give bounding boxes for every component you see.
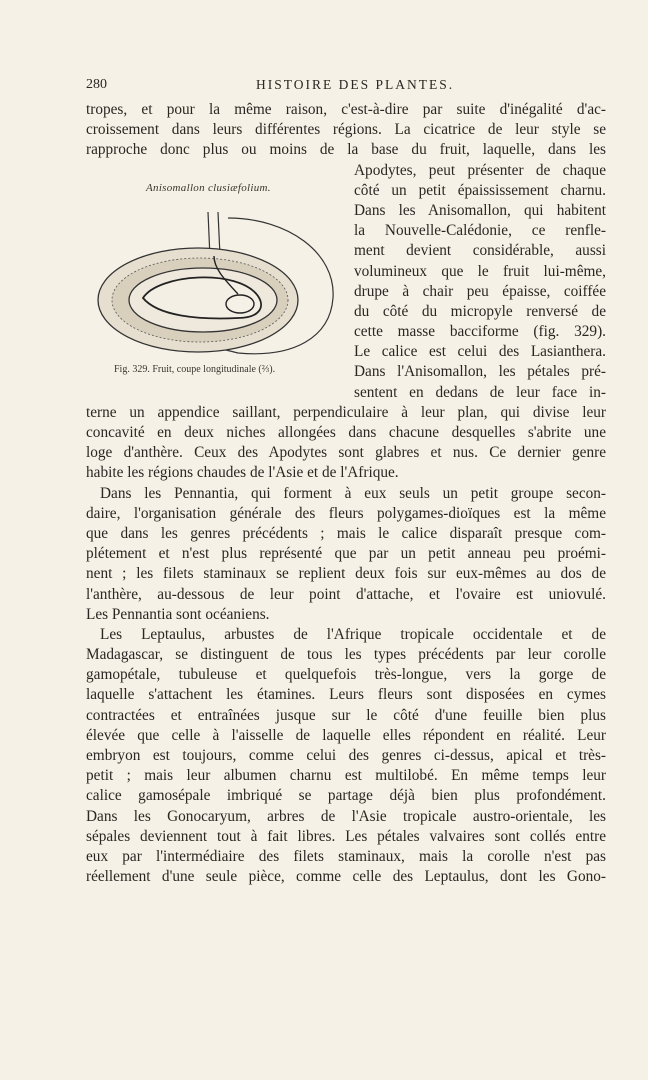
- figure-caption: Fig. 329. Fruit, coupe longitudinale (⅔).: [114, 364, 276, 375]
- text-line: terne un appendice saillant, perpendiculaire à leur plan, qui divise leur: [86, 403, 606, 421]
- text-line: sépales deviennent tout à fait libres. Les pétales valvaires sont collés entre: [86, 827, 606, 845]
- text-line: plétement et n'est plus représenté que par un petit anneau peu proémi-: [86, 545, 606, 563]
- text-line: Les Leptaulus, arbustes de l'Afrique tropicale occidentale et de: [100, 625, 606, 643]
- text-line: gamopétale, tubuleuse et quelquefois très-longue, vers la gorge de: [86, 666, 606, 684]
- running-head: HISTOIRE DES PLANTES.: [256, 77, 455, 92]
- text-line: rapproche donc plus ou moins de la base du fruit, laquelle, dans les: [86, 141, 606, 159]
- text-line: nent ; les filets staminaux se replient deux fois sur eux-mêmes au dos de: [86, 565, 606, 583]
- text-line: Dans les Gonocaryum, arbres de l'Asie tropicale austro-orientale, les: [86, 807, 606, 825]
- text-line: que dans les genres précédents ; mais le calice disparaît presque com-: [86, 524, 606, 542]
- text-line: croissement dans leurs différentes régions. La cicatrice de leur style se: [86, 121, 606, 139]
- text-line: la Nouvelle-Calédonie, ce renfle-: [354, 222, 606, 240]
- text-line: du côté du micropyle renversé de: [354, 302, 606, 320]
- body-text: [86, 100, 606, 887]
- text-line: calice gamosépale imbriqué se partage déjà bien plus profondément.: [86, 787, 606, 805]
- text-line: daire, l'organisation générale des fleurs polygames-dioïques est la même: [86, 504, 606, 522]
- text-line: Dans les Anisomallon, qui habitent: [354, 201, 606, 219]
- text-line: Dans les Pennantia, qui forment à eux seuls un petit groupe secon-: [100, 484, 606, 502]
- text-line: Dans l'Anisomallon, les pétales pré-: [354, 363, 606, 381]
- text-line: laquelle s'attachent les étamines. Leurs fleurs sont disposées en cymes: [86, 686, 606, 704]
- text-line: eux par l'intermédiaire des filets staminaux, mais la corolle n'est pas: [86, 847, 606, 865]
- text-line: élevée que celle à l'aisselle de laquelle elles répondent en réalité. Leur: [86, 726, 606, 744]
- page-number: 280: [86, 77, 107, 92]
- text-line: cette masse bacciforme (fig. 329).: [354, 323, 606, 341]
- page-header: [86, 77, 606, 95]
- text-line: Le calice est celui des Lasianthera.: [354, 343, 606, 361]
- text-line: Les Pennantia sont océaniens.: [86, 605, 270, 623]
- text-line: tropes, et pour la même raison, c'est-à-dire par suite d'inégalité d'ac-: [86, 101, 606, 118]
- figure-title: Anisomallon clusiæfolium.: [146, 182, 271, 194]
- text-line: l'anthère, au-dessous de leur point d'attache, et l'ovaire est uniovulé.: [86, 585, 606, 603]
- text-line: sentent en dedans de leur face in-: [354, 383, 606, 401]
- text-line: contractées et entraînées jusque sur le côté d'une feuille bien plus: [86, 706, 606, 724]
- text-line: volumineux que le fruit lui-même,: [354, 262, 606, 280]
- text-line: loge d'anthère. Ceux des Apodytes sont glabres et nus. Ce dernier genre: [86, 444, 606, 462]
- text-line: drupe à chair peu épaisse, coiffée: [354, 282, 606, 300]
- text-line: côté un petit épaississement charnu.: [354, 181, 606, 199]
- text-line: concavité en deux niches allongées dans chacune desquelles s'abrite une: [86, 424, 606, 441]
- text-line: réellement d'une seule pièce, comme celle des Leptaulus, dont les Gono-: [86, 868, 606, 886]
- text-line: habite les régions chaudes de l'Asie et de l'Afrique.: [86, 464, 399, 482]
- text-line: embryon est toujours, comme celui des genres ci-dessus, apical et très-: [86, 747, 606, 764]
- text-line: Apodytes, peut présenter de chaque: [354, 161, 606, 179]
- text-line: Madagascar, se distinguent de tous les types précédents par leur corolle: [86, 646, 606, 664]
- text-line: petit ; mais leur albumen charnu est multilobé. En même temps leur: [86, 767, 606, 785]
- text-line: ment devient considérable, aussi: [354, 242, 606, 260]
